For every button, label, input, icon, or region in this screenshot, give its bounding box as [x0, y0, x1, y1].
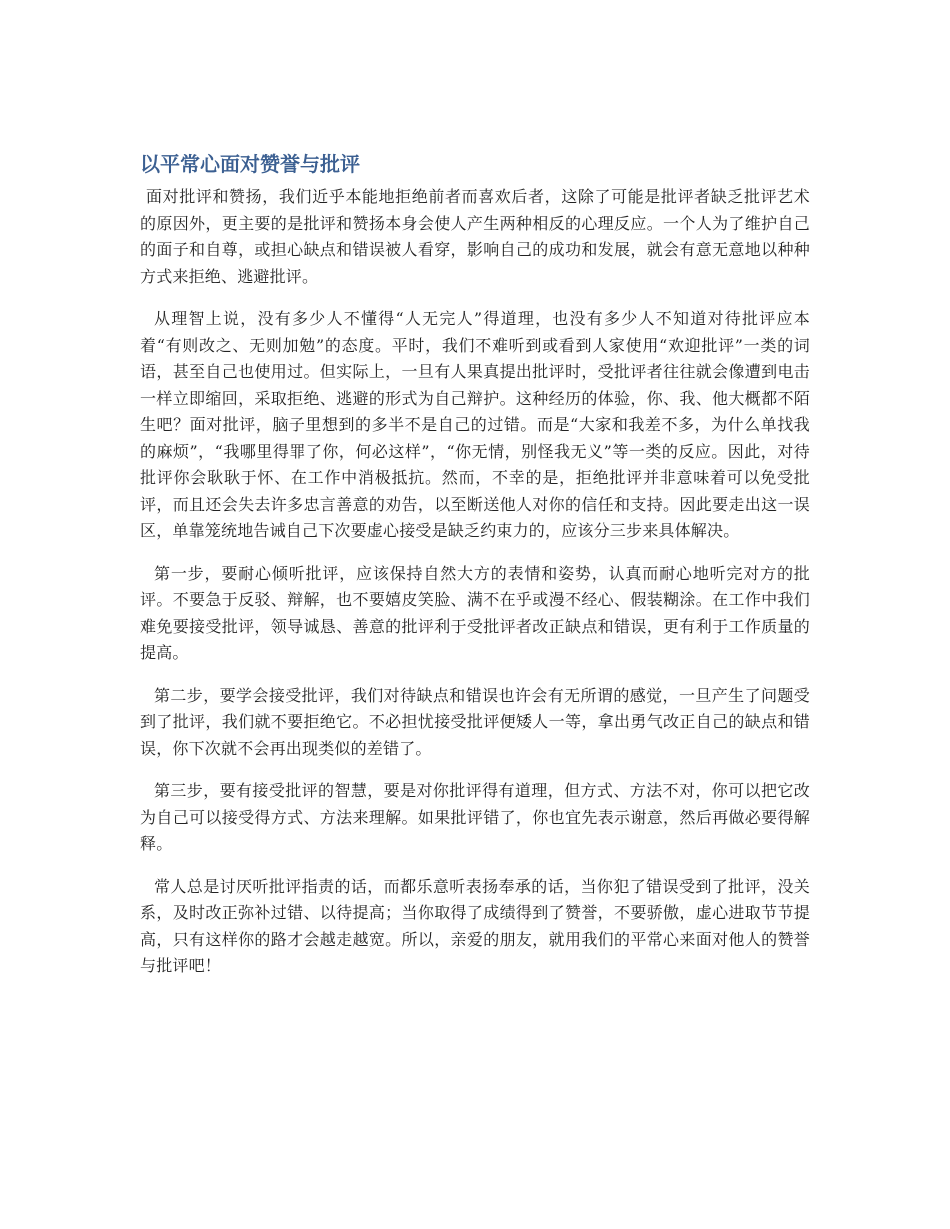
- paragraph-intro: 面对批评和赞扬，我们近乎本能地拒绝前者而喜欢后者，这除了可能是批评者缺乏批评艺术的原因外，更主要的是批评和赞扬本身会使人产生两种相反的心理反应。一个人为了维护自己的面子和自尊，或担心缺点和错误被人看穿，影响自己的成功和发展，就会有意无意地以种种方式来拒绝、逃避批评。: [140, 187, 810, 286]
- paragraph-step-two: 第二步，要学会接受批评，我们对待缺点和错误也许会有无所谓的感觉，一旦产生了问题受到了批评，我们就不要拒绝它。不必担忧接受批评便矮人一等，拿出勇气改正自己的缺点和错误，你下次就不会再出现类似的差错了。: [140, 685, 810, 758]
- paragraph-step-three: 第三步，要有接受批评的智慧，要是对你批评得有道理，但方式、方法不对，你可以把它改为自己可以接受得方式、方法来理解。如果批评错了，你也宜先表示谢意，然后再做必要得解释。: [140, 781, 810, 853]
- document-body: [140, 150, 810, 996]
- paragraph-step-one: 第一步，要耐心倾听批评，应该保持自然大方的表情和姿势，认真而耐心地听完对方的批评。不要急于反驳、辩解，也不要嬉皮笑脸、满不在乎或漫不经心、假装糊涂。在工作中我们难免要接受批评，领导诚恳、善意的批评利于受批评者改正缺点和错误，更有利于工作质量的提高。: [140, 563, 810, 662]
- page-title: 以平常心面对赞誉与批评: [140, 152, 360, 176]
- paragraph-conclusion: 常人总是讨厌听批评指责的话，而都乐意听表扬奉承的话，当你犯了错误受到了批评，没关系，及时改正弥补过错、以待提高；当你取得了成绩得到了赞誉，不要骄傲，虚心进取节节提高，只有这样你的路才会越走越宽。所以，亲爱的朋友，就用我们的平常心来面对他人的赞誉与批评吧！: [140, 876, 810, 975]
- paragraph-rational: 从理智上说，没有多少人不懂得“人无完人”得道理，也没有多少人不知道对待批评应本着“有则改之、无则加勉”的态度。平时，我们不难听到或看到人家使用“欢迎批评”一类的词语，甚至自己也使用过。但实际上，一旦有人果真提出批评时，受批评者往往就会像遭到电击一样立即缩回，采取拒绝、逃避的形式为自己辩护。这种经历的体验，你、我、他大概都不陌生吧？面对批评，脑子里想到的多半不是自己的过错。而是“大家和我差不多，为什么单找我的麻烦”，“我哪里得罪了你，何必这样”，“你无情，别怪我无义”等一类的反应。因此，对待批评你会耿耿于怀、在工作中消极抵抗。然而，不幸的是，拒绝批评并非意味着可以免受批评，而且还会失去许多忠言善意的劝告，以至断送他人对你的信任和支持。因此要走出这一误区，单靠笼统地告诫自己下次要虚心接受是缺乏约束力的，应该分三步来具体解决。: [140, 309, 810, 540]
